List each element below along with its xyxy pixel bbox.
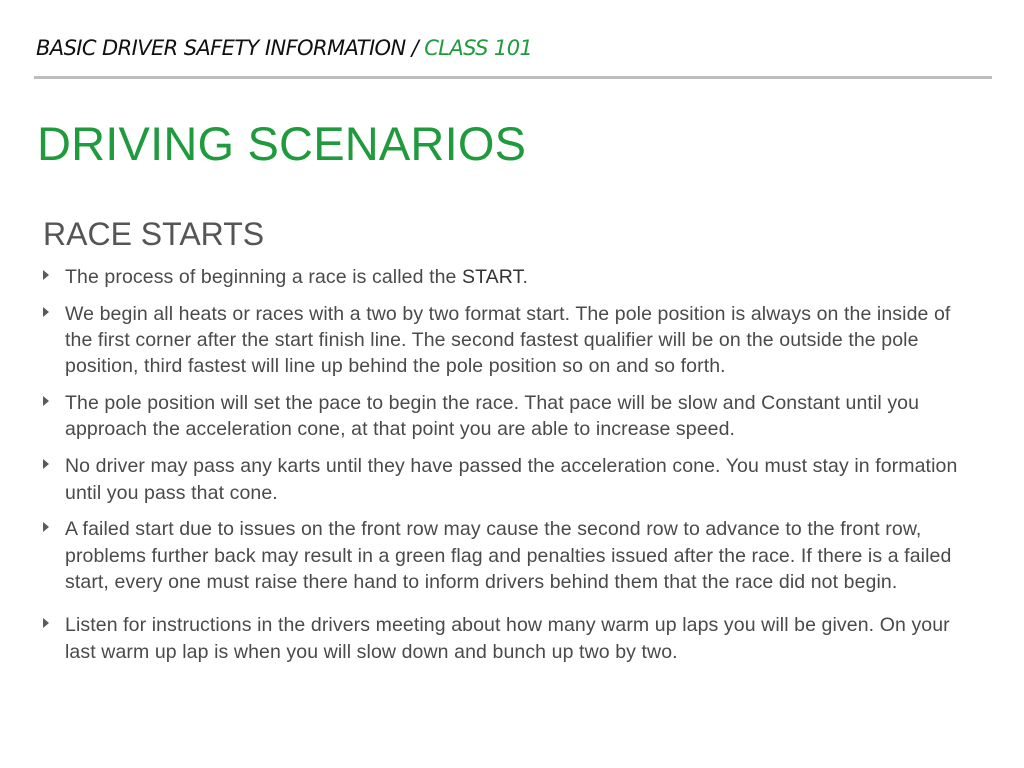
bullet-arrow-icon xyxy=(43,522,49,532)
bullet-item xyxy=(43,390,983,443)
bullet-arrow-icon xyxy=(43,396,49,406)
header-title: BASIC DRIVER SAFETY INFORMATION / xyxy=(36,36,425,60)
slide-title: DRIVING SCENARIOS xyxy=(37,117,527,170)
bullet-list xyxy=(43,264,983,675)
bullet-arrow-icon xyxy=(43,459,49,469)
bullet-item xyxy=(43,264,983,290)
bullet-item xyxy=(43,301,983,380)
bullet-text: The process of beginning a race is called the xyxy=(65,266,462,288)
bullet-text: No driver may pass any karts until they have passed the acceleration cone. You must stay in formation until you pass that cone. xyxy=(65,455,958,504)
slide-header xyxy=(36,36,532,60)
bullet-text: A failed start due to issues on the front row may cause the second row to advance to the front row, problems further back may result in a green flag and penalties issued after the race. If there is a failed start, every one must raise there hand to inform drivers behind them that the race did not begin. xyxy=(65,518,952,593)
bullet-item xyxy=(43,516,983,595)
bullet-arrow-icon xyxy=(43,307,49,317)
header-divider xyxy=(34,76,992,79)
bullet-arrow-icon xyxy=(43,270,49,280)
header-class-label: CLASS 101 xyxy=(424,36,533,60)
bullet-item xyxy=(43,612,983,665)
bullet-text: The pole position will set the pace to begin the race. That pace will be slow and Constant until you approach the acceleration cone, at that point you are able to increase speed. xyxy=(65,392,920,441)
section-heading: RACE STARTS xyxy=(43,216,265,252)
bullet-item xyxy=(43,453,983,506)
bullet-emphasis: START xyxy=(462,266,523,288)
bullet-arrow-icon xyxy=(43,618,49,628)
bullet-text-end: . xyxy=(522,266,528,288)
bullet-text: We begin all heats or races with a two by two format start. The pole position is always on the inside of the first corner after the start finish line. The second fastest qualifier will be on the outside the pole position, third fastest will line up behind the pole position so on and so forth. xyxy=(65,302,951,378)
bullet-text: Listen for instructions in the drivers meeting about how many warm up laps you will be given. On your last warm up lap is when you will slow down and bunch up two by two. xyxy=(65,614,950,663)
